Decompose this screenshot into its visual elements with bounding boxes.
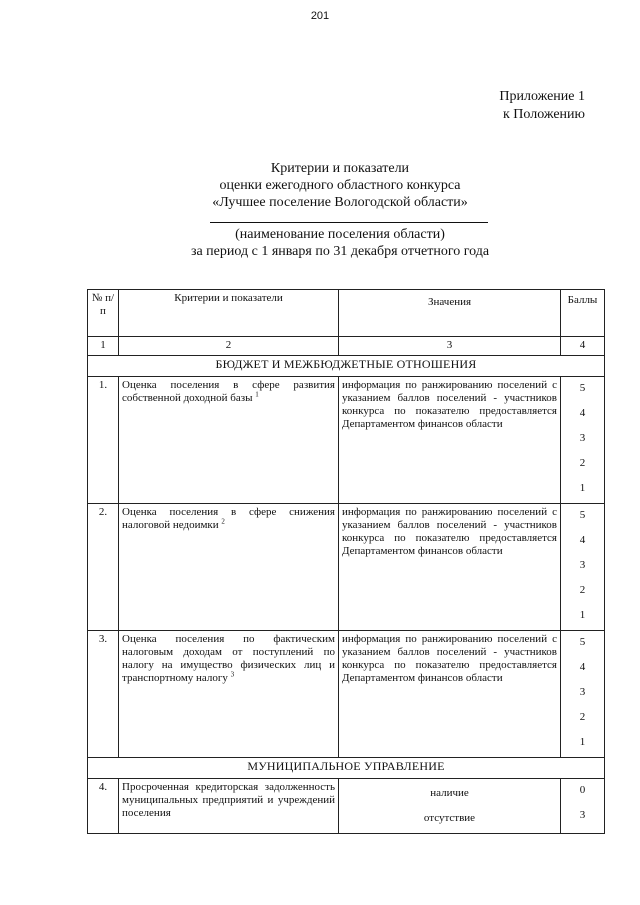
header-num: № п/п: [88, 290, 119, 337]
value-cell: информация по ранжированию поселений с указанием баллов поселений - участников конкурса по показателю предоставляется Департаментом финансов области: [339, 504, 561, 631]
score: 5: [579, 636, 586, 648]
score: 4: [579, 661, 586, 673]
table-row: [88, 631, 605, 758]
value-cell: информация по ранжированию поселений с указанием баллов поселений - участников конкурса по показателю предоставляется Департаментом финансов области: [339, 631, 561, 758]
appendix-note: [499, 88, 585, 124]
score: 3: [579, 559, 586, 571]
section-row-budget: [88, 356, 605, 377]
score: 4: [579, 407, 586, 419]
document-subtitle: [100, 226, 580, 260]
score: 1: [579, 736, 586, 748]
value-option: наличие: [430, 787, 469, 799]
value-option: отсутствие: [423, 812, 476, 824]
header-values: Значения: [339, 290, 561, 337]
score: 2: [579, 457, 586, 469]
points-cell: [561, 631, 605, 758]
column-number: 2: [119, 337, 339, 356]
score: 1: [579, 609, 586, 621]
table-row: [88, 779, 605, 834]
criterion-text: Оценка поселения в сфере снижения налоговой недоимки: [122, 506, 335, 531]
document-title: [150, 160, 530, 211]
subtitle-line-2: за период с 1 января по 31 декабря отчетного года: [190, 244, 490, 259]
column-number: 1: [88, 337, 119, 356]
points-cell: [561, 377, 605, 504]
footnote-mark: 1: [255, 390, 259, 399]
score: 5: [579, 509, 586, 521]
value-cell: информация по ранжированию поселений с указанием баллов поселений - участников конкурса по показателю предоставляется Департаментом финансов области: [339, 377, 561, 504]
criterion-text: Оценка поселения в сфере развития собственной доходной базы: [122, 379, 335, 404]
footnote-mark: 2: [221, 517, 225, 526]
settlement-name-line: [210, 222, 488, 223]
row-number: 3.: [88, 631, 119, 758]
column-number-row: [88, 337, 605, 356]
criterion-cell: Просроченная кредиторская задолженность муниципальных предприятий и учреждений поселения: [119, 779, 339, 834]
section-title: БЮДЖЕТ И МЕЖБЮДЖЕТНЫЕ ОТНОШЕНИЯ: [88, 356, 605, 377]
score: 5: [579, 382, 586, 394]
score: 3: [579, 686, 586, 698]
footnote-mark: 3: [230, 670, 235, 679]
value-cell: [339, 779, 561, 834]
criteria-table: [87, 289, 605, 834]
points-cell: [561, 504, 605, 631]
score: 1: [579, 482, 586, 494]
column-number: 4: [561, 337, 605, 356]
score: 3: [579, 432, 586, 444]
table-header-row: [88, 290, 605, 337]
page-number: 201: [310, 10, 330, 22]
header-criteria: Критерии и показатели: [119, 290, 339, 337]
row-number: 4.: [88, 779, 119, 834]
appendix-line-1: Приложение 1: [499, 89, 585, 104]
score: 2: [579, 584, 586, 596]
score: 3: [579, 809, 586, 821]
criterion-cell: [119, 504, 339, 631]
criterion-text: Оценка поселения по фактическим налоговым доходам от поступлений по налогу на имущество физических лиц и транспортному налогу: [122, 633, 335, 684]
title-line-3: «Лучшее поселение Вологодской области»: [212, 195, 468, 210]
score: 2: [579, 711, 586, 723]
table-row: [88, 377, 605, 504]
score: 4: [579, 534, 586, 546]
row-number: 1.: [88, 377, 119, 504]
score: 0: [579, 784, 586, 796]
criterion-cell: [119, 377, 339, 504]
column-number: 3: [339, 337, 561, 356]
title-line-1: Критерии и показатели: [270, 161, 410, 176]
header-points: Баллы: [561, 290, 605, 337]
subtitle-line-1: (наименование поселения области): [235, 227, 445, 242]
points-cell: [561, 779, 605, 834]
title-line-2: оценки ежегодного областного конкурса: [219, 178, 461, 193]
section-title: МУНИЦИПАЛЬНОЕ УПРАВЛЕНИЕ: [88, 758, 605, 779]
appendix-line-2: к Положению: [502, 107, 585, 122]
section-row-municipal: [88, 758, 605, 779]
criterion-cell: [119, 631, 339, 758]
row-number: 2.: [88, 504, 119, 631]
table-row: [88, 504, 605, 631]
